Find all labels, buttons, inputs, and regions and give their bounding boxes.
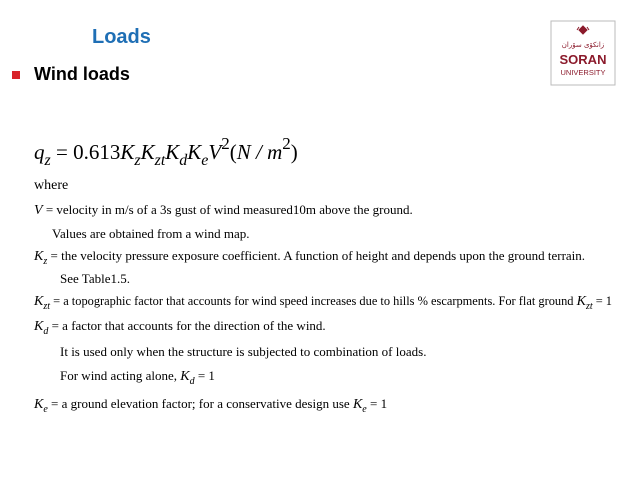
bullet-item <box>12 64 130 85</box>
def-kd: $K_d = a$ factor that accounts for the direction of the wind. <box>34 318 326 337</box>
logo-sub: UNIVERSITY <box>560 68 606 77</box>
def-kd-note: It is used only when the structure is subjected to combination of loads. <box>60 344 427 359</box>
where-label: where <box>34 178 69 193</box>
slide-title: Loads <box>92 26 151 48</box>
logo-name: SORAN <box>559 52 607 67</box>
def-ke: $K_e = a$ ground elevation factor; for a conservative design use $K_e = 1$ <box>34 396 388 415</box>
def-v: V = velocity in m/s of a 3s gust of wind measured10m above the ground. <box>34 202 413 218</box>
wind-pressure-equation: $q_z = 0.613K_zK_{zt}K_dK_eV^2(N / m^2)$ <box>34 134 298 169</box>
bullet-text: Wind loads <box>34 64 130 84</box>
def-kz-note: See Table1.5. <box>60 271 130 286</box>
def-kd-note2: For wind acting alone, $K_d = 1$ <box>60 368 215 387</box>
soran-university-logo <box>550 20 616 86</box>
def-v-note: Values are obtained from a wind map. <box>52 226 250 241</box>
logo-arabic: زانكۆی سۆران <box>561 41 605 49</box>
bullet-square-icon <box>12 71 20 79</box>
def-kzt: $K_{zt} = a$ topographic factor that accounts for wind speed increases due to hills % escarpments. For flat ground $K_{zt} = 1$ <box>34 294 612 312</box>
def-kz: $K_z$ = the velocity pressure exposure coefficient. A function of height and depends upon the ground terrain. <box>34 248 586 267</box>
